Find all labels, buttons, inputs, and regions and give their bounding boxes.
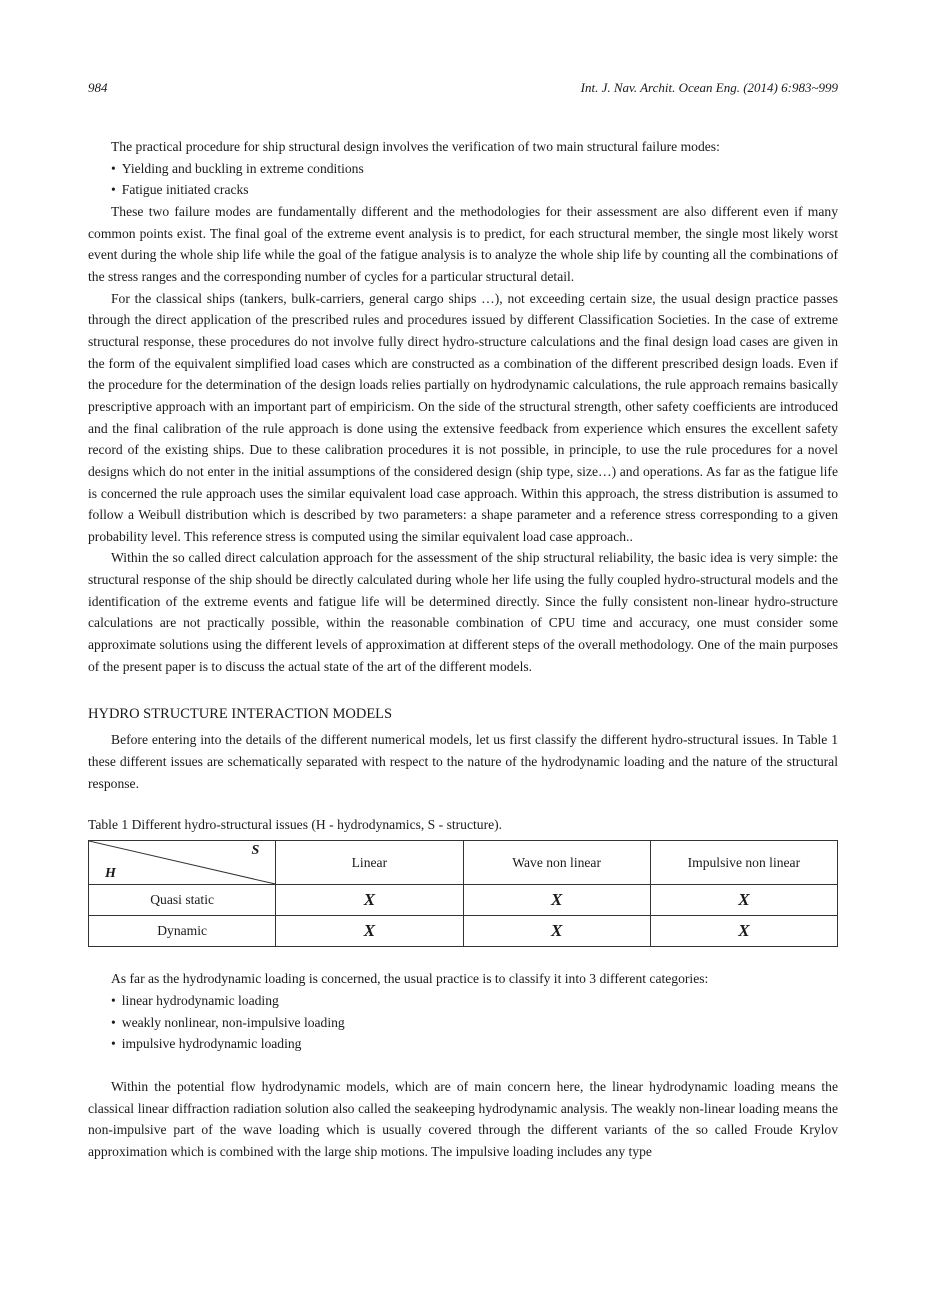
journal-citation: Int. J. Nav. Archit. Ocean Eng. (2014) 6:983~999 [580, 80, 838, 95]
table-cell: X [650, 916, 837, 947]
table-cell: X [463, 885, 650, 916]
table-cell: X [276, 885, 463, 916]
row-label: Quasi static [89, 885, 276, 916]
list-item: • linear hydrodynamic loading [88, 990, 838, 1012]
hydrodynamics-axis-label: H [105, 866, 116, 882]
table-row [89, 885, 838, 916]
list-item: • Fatigue initiated cracks [88, 179, 838, 201]
column-header: Linear [276, 841, 463, 885]
paragraph: These two failure modes are fundamentally different and the methodologies for their assessment are also different even if many common points exist. The final goal of the extreme event analysis is to predict, for each structural member, the single most likely worst event during the whole ship life while the goal of the fatigue analysis is to analyze the whole ship life by counting all the combinations of the stress ranges and the corresponding number of cycles for a particular structural detail. [88, 203, 838, 284]
loading-categories-list [88, 990, 838, 1055]
paragraph: Within the so called direct calculation approach for the assessment of the ship structural reliability, the basic idea is very simple: the structural response of the ship should be directly calculated during whole her life using the fully coupled hydro-structural models and the identification of the extreme events and fatigue life will be determined directly. Since the fully consistent non-linear hydro-structure calculations are not practically possible, within the reasonable combination of CPU time and accuracy, one must consider some approximate solutions using the different levels of approximation at different steps of the overall methodology. One of the main purposes of the present paper is to discuss the actual state of the art of the different models. [88, 550, 838, 674]
paragraph: For the classical ships (tankers, bulk-carriers, general cargo ships …), not exceeding certain size, the usual design practice passes through the direct application of the prescribed rules and procedures issued by different Classification Societies. In the case of extreme structural response, these procedures do not involve fully direct hydro-structure calculations and the final design load cases are given in the form of the equivalent simplified load cases which are constructed as a combination of the different prescribed design loads. Even if the procedure for the determination of the design loads relies partially on hydrodynamic calculations, the rule approach remains basically prescriptive approach with an important part of empiricism. On the side of the structural strength, other safety coefficients are introduced and the final calibration of the rule approach is done using the extensive feedback from experience which ensures the excellent safety record of the existing ships. Due to these calibration procedures it is not possible, in principle, to use the rule procedures for a novel designs which do not enter in the initial assumptions of the considered design (ship type, size…) and operations. As far as the fatigue life is concerned the rule approach uses the similar equivalent load case approach. Within this approach, the stress distribution is assumed to follow a Weibull distribution which is described by two parameters: a shape parameter and a reference stress corresponding to a given probability level. This reference stress is computed using the similar equivalent load case approach.. [88, 290, 838, 544]
structure-axis-label: S [251, 843, 260, 859]
paragraph-spacer [88, 1055, 838, 1076]
body-text [88, 136, 838, 1163]
intro-paragraph: The practical procedure for ship structural design involves the verification of two main structural failure modes: [111, 139, 720, 154]
column-header: Wave non linear [463, 841, 650, 885]
list-item: • weakly nonlinear, non-impulsive loading [88, 1012, 838, 1034]
column-header: Impulsive non linear [650, 841, 837, 885]
table-row [89, 916, 838, 947]
section-paragraph: Before entering into the details of the different numerical models, let us first classify the different hydro-structural issues. In Table 1 these different issues are schematically separated with respect to the nature of the hydrodynamic loading and the nature of the structural response. [88, 732, 838, 791]
hydro-structural-issues-table [88, 840, 838, 947]
list-item: • impulsive hydrodynamic loading [88, 1033, 838, 1055]
section-heading: HYDRO STRUCTURE INTERACTION MODELS [88, 706, 393, 723]
table-corner-cell [89, 841, 276, 885]
table-cell: X [463, 916, 650, 947]
table-cell: X [276, 916, 463, 947]
table-cell: X [650, 885, 837, 916]
row-label: Dynamic [89, 916, 276, 947]
list-item: • Yielding and buckling in extreme conditions [88, 158, 838, 180]
page-number: 984 [88, 80, 108, 95]
loading-categories-paragraph: As far as the hydrodynamic loading is concerned, the usual practice is to classify it into 3 different categories: [111, 971, 709, 987]
running-header [88, 80, 838, 96]
corner-diagonal-line [89, 841, 275, 884]
table-caption: Table 1 Different hydro-structural issues (H - hydrodynamics, S - structure). [88, 817, 503, 833]
failure-modes-list [88, 158, 838, 201]
table-header-row [89, 841, 838, 885]
paragraph: Within the potential flow hydrodynamic models, which are of main concern here, the linear hydrodynamic loading means the classical linear diffraction radiation solution also called the seakeeping hydrodynamic analysis. The weakly non-linear loading means the non-impulsive part of the wave loading which is usually covered through the different variants of the so called Froude Krylov approximation which is combined with the large ship motions. The impulsive loading includes any type [88, 1079, 838, 1159]
